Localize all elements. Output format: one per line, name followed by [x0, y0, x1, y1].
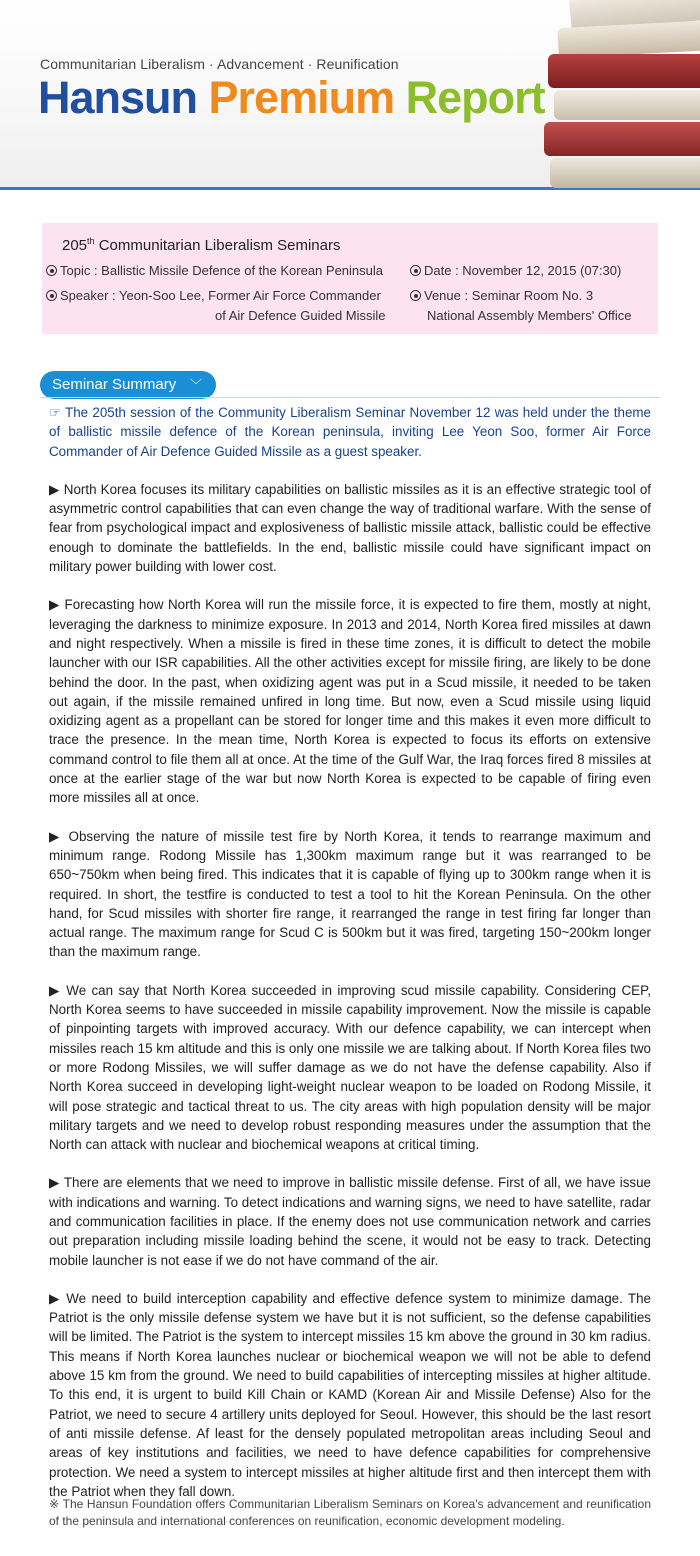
spacer [49, 576, 651, 595]
title-premium: Premium [208, 72, 395, 123]
radio-bullet-icon [410, 290, 421, 301]
speaker-text: Speaker : Yeon-Soo Lee, Former Air Force Commander [60, 288, 381, 303]
body-paragraph: ▶ Observing the nature of missile test fire by North Korea, it tends to rearrange maximum and minimum range. Rodong Missile has 1,300km maximum range but it was rearranged to be 650~750km when being fired. This indicates that it is capable of flying up to 300km range when it is required. In short, the testfire is conducted to test a tool to hit the Korean Peninsula. On the other hand, for Scud missiles with shorter fire range, it rearranged the range in test firing far longer than actual range. The maximum range for Scud C is 500km but it was fired, targeting 150~200km longer than the maximum range. [49, 828, 651, 960]
summary-content [49, 403, 651, 1501]
book [544, 122, 700, 156]
book [550, 158, 700, 188]
seminar-topic [46, 261, 383, 281]
title-report: Report [405, 72, 545, 123]
radio-bullet-icon [46, 290, 57, 301]
venue-text: Venue : Seminar Room No. 3 [424, 288, 594, 303]
topic-text: Topic : Ballistic Missile Defence of the Korean Peninsula [60, 263, 383, 278]
radio-bullet-icon [410, 265, 421, 276]
spacer [49, 461, 651, 480]
book [554, 90, 700, 120]
spacer [49, 1154, 651, 1173]
summary-divider [40, 397, 660, 398]
body-paragraph: ▶ There are elements that we need to improve in ballistic missile defense. First of all, we have issue with indications and warning. To detect indications and warning signs, we need to have satellite, radar and communication facilities in place. If the enemy does not use communication network and carries out preparation including missile loading behind the scene, it would not be easy to track. Detecting mobile launcher is not ease if we do not have command of the air. [49, 1175, 651, 1268]
header-tagline: Communitarian Liberalism · Advancement · Reunification [40, 56, 399, 72]
series-name: Communitarian Liberalism Seminars [94, 237, 341, 254]
seminar-speaker [46, 286, 381, 306]
seminar-venue [410, 286, 593, 306]
seminar-date [410, 261, 621, 281]
footnote: ※ The Hansun Foundation offers Communitarian Liberalism Seminars on Korea's advancement and reunification of the peninsula and international conferences on reunification, economic development modeling. [49, 1497, 651, 1528]
report-title [38, 72, 545, 124]
spacer [49, 1270, 651, 1289]
date-text: Date : November 12, 2015 (07:30) [424, 263, 622, 278]
series-suffix: th [87, 236, 95, 246]
body-paragraph: ▶ North Korea focuses its military capabilities on ballistic missiles as it is an effective strategic tool of asymmetric control capabilities that can even change the way of traditional warfare. With the sense of fear from psychological impact and explosiveness of ballistic missile attack, ballistic could be effective enough to dominate the battlefields. In the end, ballistic missile could have significant impact on military power building with lower cost. [49, 481, 651, 575]
books-illustration [540, 0, 700, 188]
summary-tab-label: Seminar Summary [52, 376, 177, 393]
seminar-series-title [62, 236, 340, 254]
report-header [0, 0, 700, 190]
spacer [49, 808, 651, 827]
venue-text-line2: National Assembly Members' Office [427, 308, 632, 323]
body-paragraph: ▶ We can say that North Korea succeeded in improving scud missile capability. Considering CEP, North Korea seems to have succeeded in missile capability improvement. Now the missile is capable of pinpointing targets with improved accuracy. With our defence capability, we can intercept when missiles reach 15 km altitude and this is only one missile we are talking about. If North Korea files two or more Rodong Missiles, we will suffer damage as we do not have the defense capability. Also if North Korea succeed in developing light-weight nuclear weapon to be loaded on Rodong Missile, it will pose strategic and tactical threat to us. The city areas with high population density will be major military targets and we need to develop robust responding measures under the assumption that the North can attack with nuclear and biochemical weapons at critical timing. [49, 982, 651, 1153]
spacer [49, 962, 651, 981]
speaker-text-line2: of Air Defence Guided Missile [215, 308, 386, 323]
title-hansun: Hansun [38, 72, 198, 123]
series-number: 205 [62, 237, 88, 254]
book [548, 54, 700, 88]
body-paragraph: ▶ We need to build interception capability and effective defence system to minimize damage. The Patriot is the only missile defense system we have but it is not sufficient, so the defense capabilities will be limited. The Patriot is the system to intercept missiles 15 km above the ground in 30 km radius. This means if North Korea launches nuclear or biochemical weapon we will not be able to defend above 15 km from the ground. We need to build capabilities of intercepting missiles at higher altitude. To this end, it is urgent to build Kill Chain or KAMD (Korean Air and Missile Defense) Also for the Patriot, we need to secure 4 artillery units deployed for Seoul. However, this should be the last resort of anti missile defense. Af least for the densely populated metropolitan areas including Seoul and areas of key institutions and facilities, we need to have defence capabilities for comprehensive protection. We need a system to intercept missiles at higher altitude first and then intercept them with the Patriot when they fall down. [49, 1290, 651, 1499]
radio-bullet-icon [46, 265, 57, 276]
intro-paragraph: ☞ The 205th session of the Community Liberalism Seminar November 12 was held under the theme of ballistic missile defence of the Korean peninsula, inviting Lee Yeon Soo, former Air Force Commander of Air Defence Guided Missile as a guest speaker. [49, 405, 651, 459]
body-paragraph: ▶ Forecasting how North Korea will run the missile force, it is expected to fire them, mostly at night, leveraging the darkness to minimize exposure. In 2013 and 2014, North Korea fired missiles at dawn and night respectively. When a missile is fired in these time zones, it is difficult to detect the mobile launcher with our ISR capabilities. All the other activities except for missile firing, are likely to be done behind the door. In the past, when oxidizing agent was put in a Scud missile, it needed to be taken out again, if the missile remained unfired in long time. But now, even a Scud missile using liquid oxidizing agent as a propellant can be stored for longer time and this makes it even more difficult to trace the presence. In the mean time, North Korea is expected to focus its efforts on extensive command control to file them all at once. At the time of the Gulf War, the Iraq forces fired 8 missiles at once at the earlier stage of the war but now North Korea is expected to be capable of firing even more missiles all at once. [49, 597, 651, 806]
chevron-down-icon: ﹀ [189, 378, 202, 392]
seminar-info-box [42, 223, 658, 334]
seminar-summary-tab[interactable] [40, 371, 216, 399]
